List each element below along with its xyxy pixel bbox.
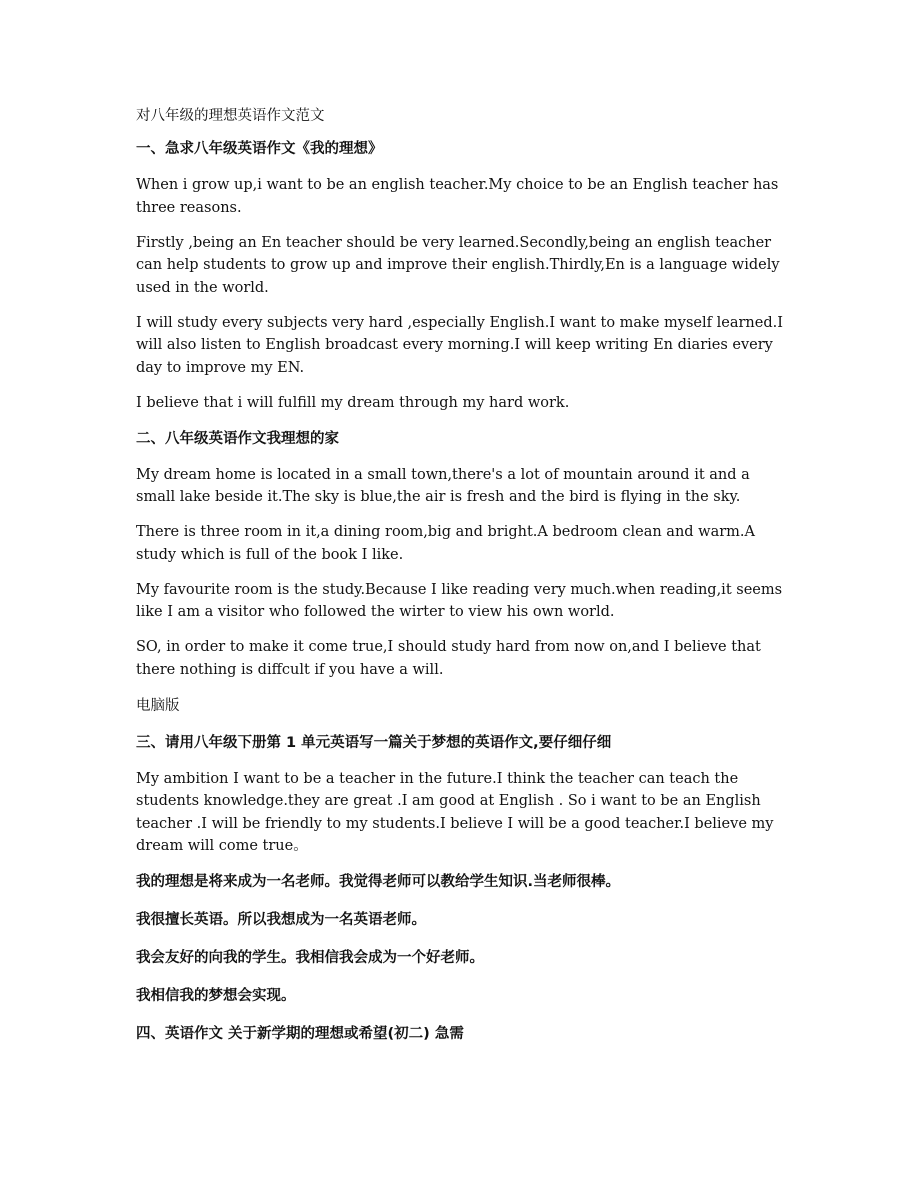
section-3-chinese-line-2: 我很擅长英语。所以我想成为一名英语老师。 <box>136 912 426 928</box>
section-2-paragraph-3: My favourite room is the study.Because I like reading very much.when reading,it seems like I am a visitor who followed the wirter to view his own world. <box>136 581 783 620</box>
section-2-heading: 二、八年级英语作文我理想的家 <box>136 430 339 447</box>
section-2-paragraph-1: My dream home is located in a small town,there's a lot of mountain around it and a small lake beside it.The sky is blue,the air is fresh and the bird is flying in the sky. <box>136 466 750 505</box>
section-3-chinese-line-3: 我会友好的向我的学生。我相信我会成为一个好老师。 <box>136 950 484 966</box>
section-1-paragraph-1: When i grow up,i want to be an english teacher.My choice to be an English teacher has three reasons. <box>136 177 779 216</box>
section-3-paragraph-1: My ambition I want to be a teacher in the future.I think the teacher can teach the students knowledge.they are great .I am good at English . So i want to be an English teacher .I will be friendly to my students.I believe I will be a good teacher.I believe my dream will come true。 <box>136 770 774 854</box>
section-3-chinese-line-1: 我的理想是将来成为一名老师。我觉得老师可以教给学生知识.当老师很棒。 <box>136 874 621 890</box>
section-2-paragraph-4: SO, in order to make it come true,I should study hard from now on,and I believe that there nothing is diffcult if you have a will. <box>136 639 761 678</box>
section-1-paragraph-4: I believe that i will fulfill my dream through my hard work. <box>136 394 570 411</box>
section-3-chinese-line-4: 我相信我的梦想会实现。 <box>136 988 296 1004</box>
section-2-note: 电脑版 <box>136 697 180 714</box>
section-2-paragraph-2: There is three room in it,a dining room,big and bright.A bedroom clean and warm.A study which is full of the book I like. <box>136 524 755 563</box>
section-1-paragraph-2: Firstly ,being an En teacher should be very learned.Secondly,being an english teacher can help students to grow up and improve their english.Thirdly,En is a language widely used in the world. <box>136 234 780 296</box>
section-3-heading: 三、请用八年级下册第 1 单元英语写一篇关于梦想的英语作文,要仔细仔细 <box>136 734 612 751</box>
section-1-paragraph-3: I will study every subjects very hard ,especially English.I want to make myself learned.I will also listen to English broadcast every morning.I will keep writing En diaries every day to improve my EN. <box>136 314 783 376</box>
section-1-heading: 一、急求八年级英语作文《我的理想》 <box>136 141 383 157</box>
document-content <box>136 104 786 1059</box>
document-title: 对八年级的理想英语作文范文 <box>136 108 325 124</box>
section-4-heading: 四、英语作文 关于新学期的理想或希望(初二) 急需 <box>136 1026 464 1042</box>
